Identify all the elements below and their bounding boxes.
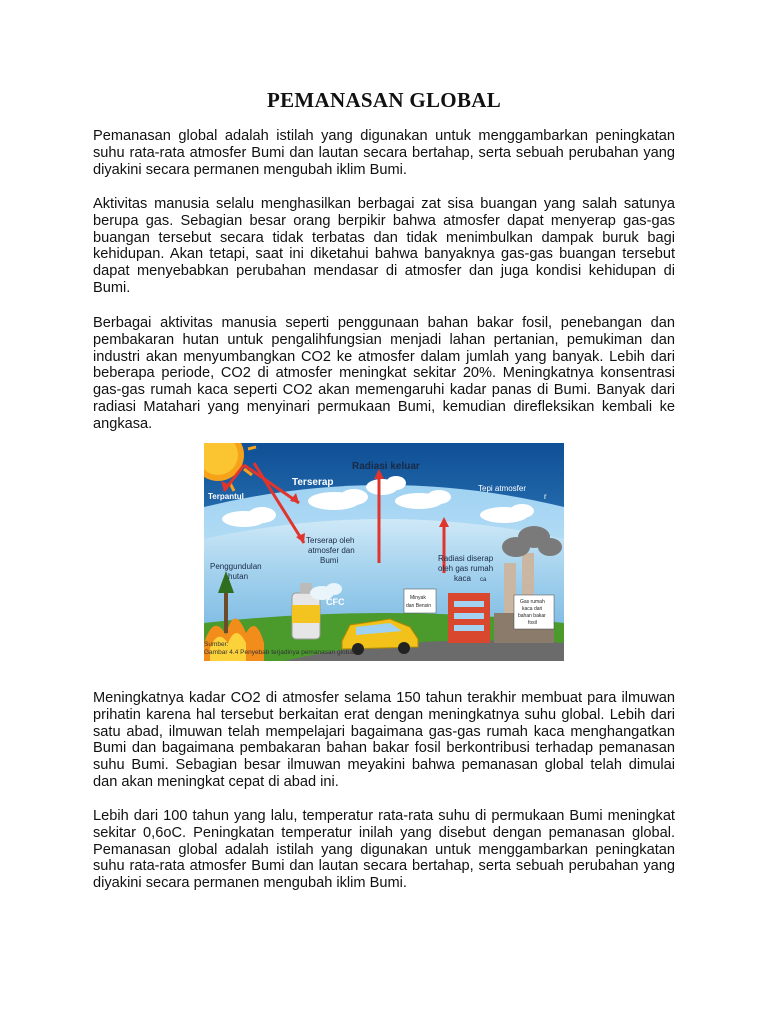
paragraph-5: Lebih dari 100 tahun yang lalu, temperatur rata-rata suhu di permukaan Bumi meningkat sekitar 0,6oC. Peningkatan temperatur inilah yang disebut dengan pemanasan global. Pemanasan global adalah istilah yang digunakan untuk menggambarkan peningkatan suhu rata-rata atmosfer Bumi dan lautan secara bertahap, serta sebuah perubahan yang diyakini secara permanen mengubah iklim Bumi. bbox=[93, 808, 675, 892]
page-title: PEMANASAN GLOBAL bbox=[266, 88, 502, 112]
label-tepi-atmosfer: Tepi atmosfer bbox=[478, 484, 527, 493]
label-terserap: Terserap bbox=[292, 477, 334, 488]
global-warming-illustration bbox=[204, 443, 564, 661]
label-gas-rumah-1: Gas rumah bbox=[520, 599, 545, 605]
label-terserap-oleh-1: Terserap oleh bbox=[306, 536, 355, 545]
label-radiasi-diserap-1: Radiasi diserap bbox=[438, 554, 494, 563]
oil-label-box bbox=[404, 589, 436, 613]
label-r: r bbox=[544, 492, 547, 501]
label-ca: ca bbox=[480, 577, 487, 583]
caption-text: Gambar 4.4 Penyebab terjadinya pemanasan global bbox=[204, 649, 355, 656]
paragraph-1: Pemanasan global adalah istilah yang digunakan untuk menggambarkan peningkatan suhu rata-rata atmosfer Bumi dan lautan secara bertahap, serta sebuah perubahan yang diyakini secara permanen mengubah iklim Bumi. bbox=[93, 128, 675, 178]
paragraph-3: Berbagai aktivitas manusia seperti penggunaan bahan bakar fosil, penebangan dan pembakaran hutan untuk pengalihfungsian menjadi lahan pertanian, pemukiman dan industri akan menyumbangkan CO2 ke atmosfer dalam jumlah yang banyak. Lebih dari beberapa periode, CO2 di atmosfer meningkat sekitar 20%. Meningkatnya konsentrasi gas-gas rumah kaca seperti CO2 akan memengaruhi kadar panas di Bumi. Banyak dari radiasi Matahari yang menyinari permukaan Bumi, kemudian direfleksikan kembali ke angkasa. bbox=[93, 315, 675, 432]
label-minyak-2: dan Bensin bbox=[406, 603, 432, 609]
label-minyak-1: Minyak bbox=[410, 595, 426, 601]
label-terpantul: Terpantul bbox=[208, 492, 244, 501]
label-radiasi-diserap-2: oleh gas rumah bbox=[438, 564, 494, 573]
label-radiasi-keluar: Radiasi keluar bbox=[352, 461, 420, 472]
label-cfc: CFC bbox=[326, 597, 345, 607]
label-radiasi-diserap-3: kaca bbox=[454, 574, 471, 583]
caption-source: Sumber: bbox=[204, 641, 229, 648]
label-terserap-oleh-2: atmosfer dan bbox=[308, 546, 355, 555]
label-penggundulan-2: hutan bbox=[228, 572, 249, 581]
figure-caption bbox=[204, 641, 564, 657]
label-gas-rumah-4: fosil bbox=[528, 620, 537, 626]
paragraph-2: Aktivitas manusia selalu menghasilkan berbagai zat sisa buangan yang salah satunya berupa gas. Sebagian besar orang berpikir bahwa atmosfer dapat menyerap gas-gas buangan tersebut secara tidak terbatas dan tidak menimbulkan dampak buruk bagi kehidupan. Akan tetapi, saat ini diketahui bahwa banyaknya gas-gas buangan tersebut dapat menyebabkan perubahan mendasar di atmosfer dan juga kondisi kehidupan di Bumi. bbox=[93, 196, 675, 296]
paragraph-4: Meningkatnya kadar CO2 di atmosfer selama 150 tahun terakhir membuat para ilmuwan prihatin karena hal tersebut berkaitan erat dengan meningkatnya suhu global. Lebih dari satu abad, ilmuwan telah mempelajari bagaimana gas-gas rumah kaca menghangatkan Bumi dan bagaimana pembakaran bahan bakar fosil berkontribusi terhadap pemanasan suhu Bumi. Sebagian besar ilmuwan meyakini bahwa pemanasan global telah dimulai dan akan meningkat cepat di abad ini. bbox=[93, 690, 675, 790]
label-gas-rumah-2: kaca dari bbox=[522, 606, 543, 612]
label-terserap-oleh-3: Bumi bbox=[320, 556, 339, 565]
label-penggundulan-1: Penggundulan bbox=[210, 562, 262, 571]
label-gas-rumah-3: bahan bakar bbox=[518, 613, 546, 619]
